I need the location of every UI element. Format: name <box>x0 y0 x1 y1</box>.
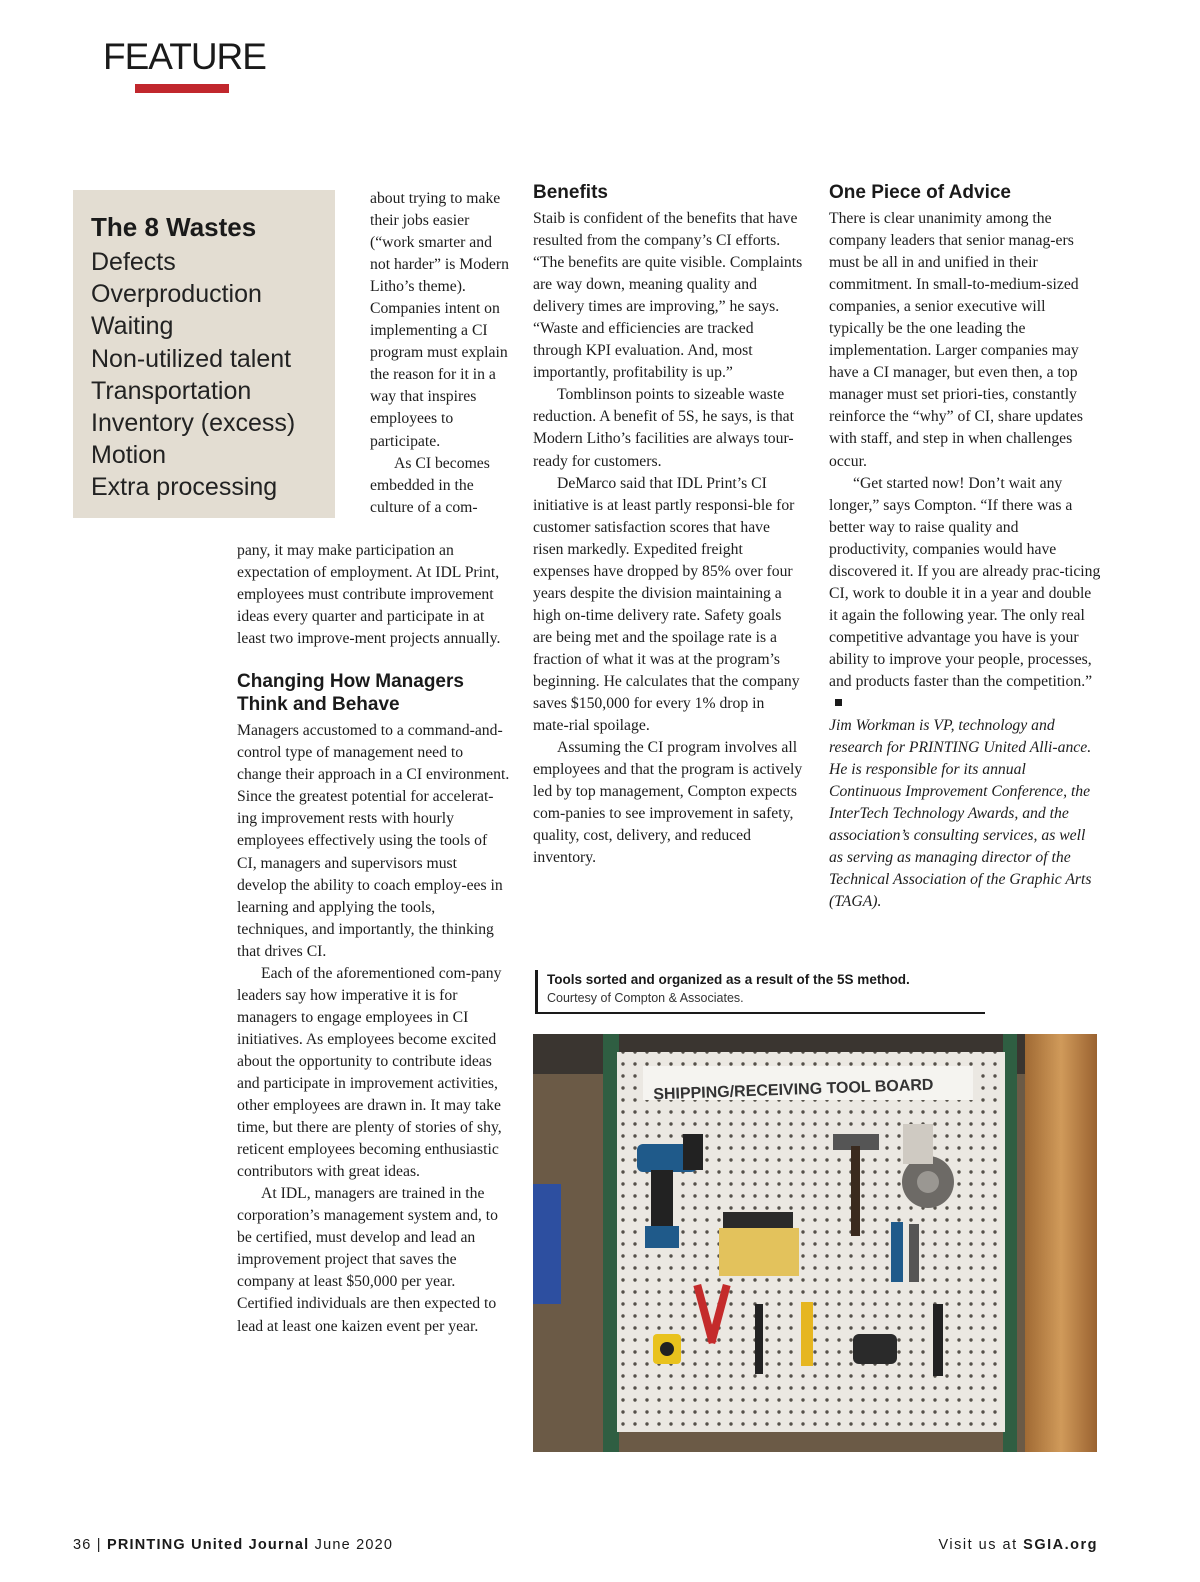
green-rack-right <box>1003 1034 1017 1452</box>
caption-title: Tools sorted and organized as a result of the 5S method. <box>547 972 910 987</box>
caption-credit: Courtesy of Compton & Associates. <box>547 991 744 1005</box>
paragraph: Tomblinson points to sizeable waste reduction. A benefit of 5S, he says, is that Modern Litho’s facilities are always tour-ready for customers. <box>533 386 794 470</box>
column-1 <box>237 540 510 1338</box>
paragraph <box>829 473 1101 716</box>
paragraph: As CI becomes embedded in the culture of a com- <box>370 454 490 516</box>
subheading-benefits: Benefits <box>533 182 608 203</box>
waste-item: Extra processing <box>91 473 278 502</box>
tool-board-photo <box>533 1034 1097 1452</box>
tool-board-illustration <box>533 1034 1097 1452</box>
utility-knife-icon <box>801 1302 813 1366</box>
issue-date: June 2020 <box>314 1537 394 1553</box>
waste-item: Defects <box>91 248 176 276</box>
footer-left <box>73 1537 393 1553</box>
visit-prefix: Visit us at <box>938 1537 1018 1553</box>
wastes-list <box>91 246 335 504</box>
broom-icon <box>719 1212 799 1276</box>
paragraph: pany, it may make participation an expectation of employment. At IDL Print, employees must contribute improvement ideas every quarter and participate in at least two improve-ment projects annually. <box>237 542 501 648</box>
waste-item: Motion <box>91 441 167 470</box>
sidebar-title: The 8 Wastes <box>91 212 257 242</box>
section-label: FEATURE <box>103 36 266 77</box>
paragraph: about trying to make their jobs easier (“work smarter and not harder” is Modern Litho’s theme). Companies intent on implementing a CI program must explain the reason for it in a way that inspires employees to participate. <box>370 190 509 450</box>
subheading-advice: One Piece of Advice <box>829 182 1011 203</box>
section-accent-rule <box>135 84 229 93</box>
sanding-block-icon <box>853 1334 897 1364</box>
board-sign-text: SHIPPING/RECEIVING TOOL BOARD <box>652 1076 934 1104</box>
end-mark-icon <box>835 699 842 706</box>
paragraph: Managers accustomed to a command-and-control type of management need to change their approach in a CI environment. Since the greatest potential for accelerat-ing improvement rests with hourly employees effectively using the tools of CI, managers and supervisors must develop the ability to coach employ-ees in learning and applying the tools, techniques, and importantly, the thinking that drives CI. <box>237 722 510 960</box>
paragraph: Assuming the CI program involves all employees and that the program is actively led by top management, Compton expects com-panies to see improvement in safety, quality, cost, delivery, and reduced inventory. <box>533 739 803 867</box>
waste-item: Overproduction <box>91 280 262 309</box>
worker-figure <box>533 1184 561 1304</box>
page-number: 36 <box>73 1537 92 1553</box>
tape-measure-icon <box>653 1334 681 1364</box>
waste-item: Transportation <box>91 376 252 405</box>
wood-post <box>1025 1034 1097 1452</box>
column-1-wrap <box>370 188 510 519</box>
waste-item: Inventory (excess) <box>91 409 296 438</box>
footer-right <box>939 1537 1098 1553</box>
publication-name: PRINTING United Journal <box>106 1537 310 1553</box>
website-link[interactable]: SGIA.org <box>1023 1537 1098 1553</box>
paragraph: There is clear unanimity among the company leaders that senior manag-ers must be all in and unified in their commitment. In small-to-medium-sized companies, a senior executive will typically be the one leading the implementation. Larger companies may have a CI manager, but even then, a top manager must set priori-ties, constantly reinforce the “why” of CI, share updates with staff, and step in when challenges occur. <box>829 210 1083 470</box>
paragraph: Staib is confident of the benefits that have resulted from the company’s CI efforts. “The benefits are quite visible. Complaints are way down, meaning quality and delivery times are improving,” he says. “Waste and efficiencies are tracked through KPI evaluation. And, most importantly, profitability is up.” <box>533 210 803 382</box>
paragraph: Each of the aforementioned com-pany leaders say how imperative it is for managers to engage employees in CI initiatives. As employees become excited about the opportunity to contribute ideas and participate in improvement activities, other employees are drawn in. It may take time, but there are plenty of stories of shy, reticent employees becoming enthusiastic contributors with great ideas. <box>237 964 502 1181</box>
paragraph: DeMarco said that IDL Print’s CI initiative is at least partly responsi-ble for customer satisfaction scores that have risen markedly. Expedited freight expenses have dropped by 85% over four years despite the division maintaining a high on-time delivery rate. Safety goals are being met and the spoilage rate is a fraction of what it was at the program’s beginning. He calculates that the company saves $150,000 for every 1% drop in mate-rial spoilage. <box>533 474 800 735</box>
footer-separator: | <box>96 1537 102 1553</box>
wastes-sidebar <box>73 190 335 518</box>
green-rack-left <box>603 1034 619 1452</box>
paragraph: At IDL, managers are trained in the corporation’s management system and, to be certified, must develop and lead an improvement project that saves the company at least $50,000 per year. Certified individuals are then expected to lead at least one kaizen event per year. <box>237 1185 498 1335</box>
waste-item: Non-utilized talent <box>91 344 292 373</box>
column-2 <box>533 181 803 869</box>
quote-text: “Get started now! Don’t wait any longer,” says Compton. “If there was a better way to raise quality and productivity, companies would have discovered it. If you are already prac-ticing CI, work to double it in a year and double it again the following year. The only real competitive advantage you have is your ability to improve your people, processes, and products faster than the competition.” <box>829 474 1101 690</box>
subheading-managers: Changing How Managers Think and Behave <box>237 671 464 716</box>
waste-item: Waiting <box>91 312 174 341</box>
photo-caption <box>535 970 985 1014</box>
column-3 <box>829 181 1101 914</box>
author-bio: Jim Workman is VP, technology and research for PRINTING United Alli-ance. He is responsible for its annual Continuous Improvement Conference, the InterTech Technology Awards, and the association’s consulting services, as well as serving as managing director of the Technical Association of the Graphic Arts (TAGA). <box>829 717 1092 911</box>
